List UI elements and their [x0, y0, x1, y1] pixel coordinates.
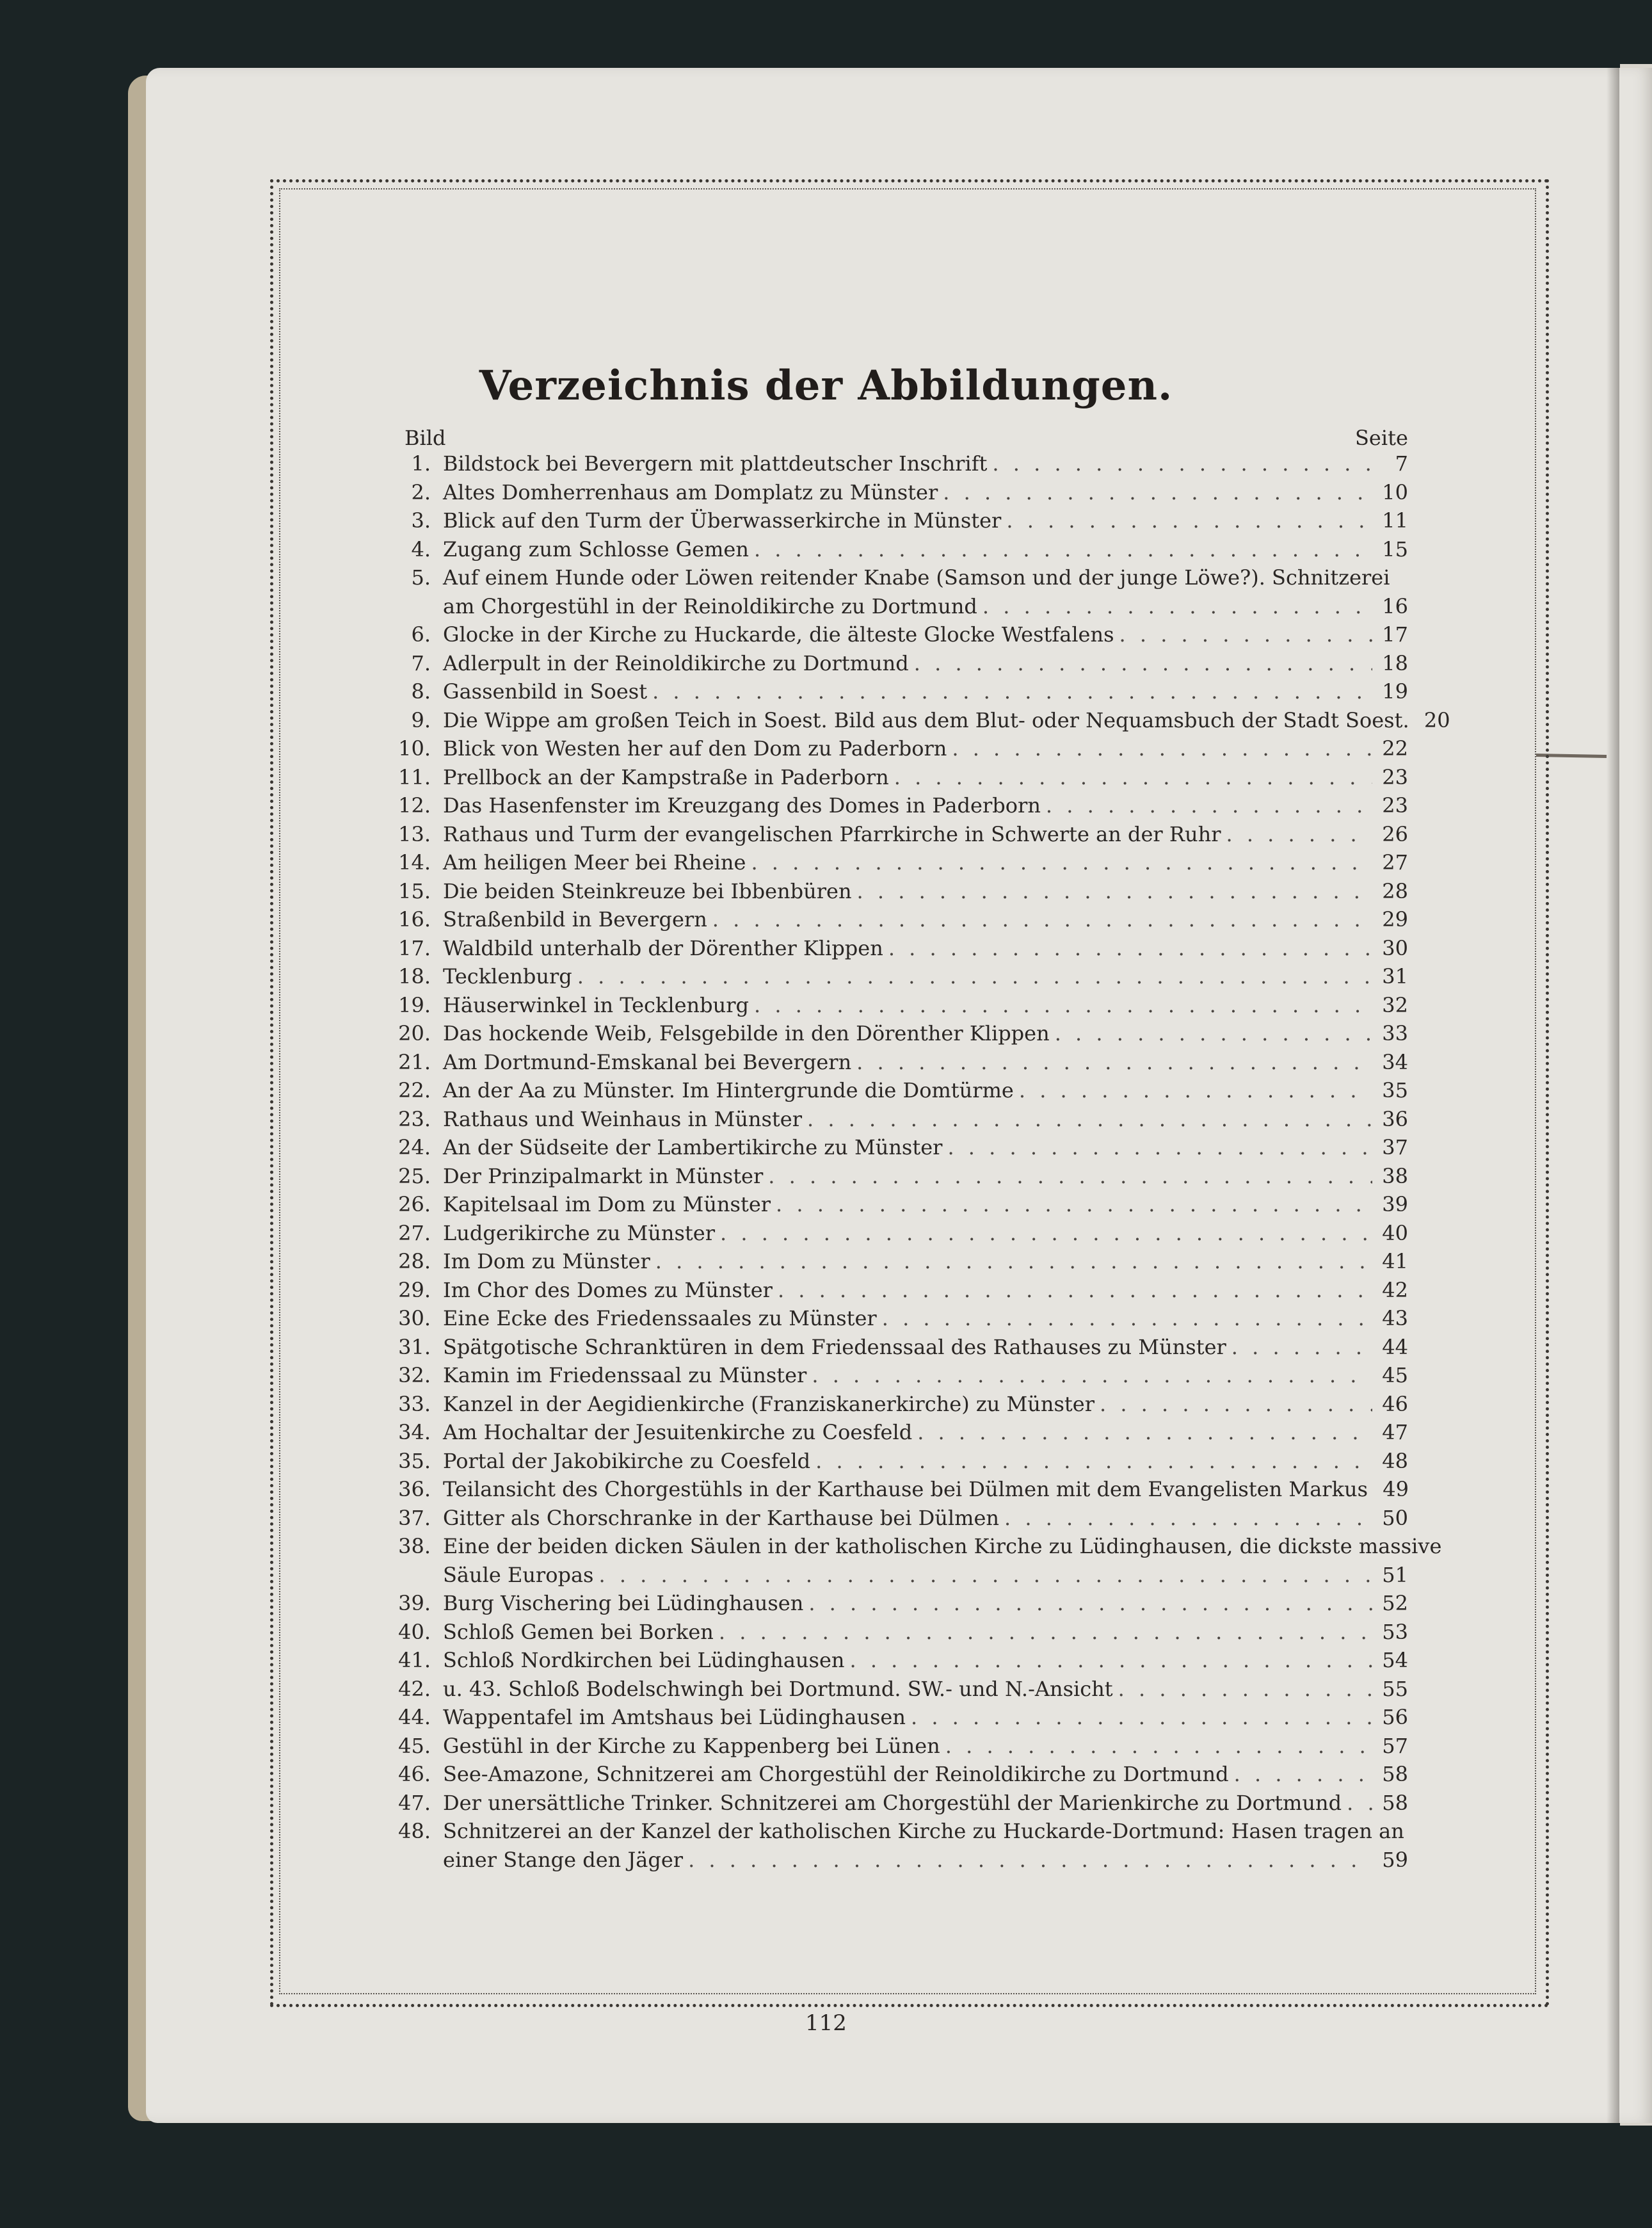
entry-number: 20.: [398, 1021, 431, 1045]
dot-leader: [751, 848, 1372, 877]
dot-leader: [917, 1418, 1372, 1447]
dot-leader: [943, 478, 1372, 507]
entry-number: 2.: [411, 480, 431, 505]
entry-number: 15.: [398, 878, 431, 903]
entry-title: Eine Ecke des Friedenssaales zu Münster: [443, 1306, 877, 1330]
toc-row: [384, 1475, 1408, 1504]
dot-leader: [992, 449, 1372, 478]
entry-page-number: 58: [1382, 1790, 1408, 1815]
dot-leader: [947, 1133, 1372, 1162]
dot-leader: [1234, 1760, 1372, 1789]
entry-title: Adlerpult in der Reinoldikirche zu Dortmund: [443, 650, 909, 675]
page-number: 112: [805, 2010, 847, 2036]
entry-title: Kamin im Friedenssaal zu Münster: [443, 1363, 807, 1387]
entry-page-number: 44: [1382, 1334, 1408, 1359]
entry-page-number: 59: [1382, 1847, 1408, 1872]
dot-leader: [1006, 506, 1372, 535]
dot-leader: [1004, 1504, 1372, 1533]
entry-title: Im Dom zu Münster: [443, 1249, 650, 1273]
dot-leader: [1019, 1076, 1372, 1105]
dot-leader: [776, 1190, 1372, 1219]
entry-title: Zugang zum Schlosse Gemen: [443, 537, 749, 561]
toc-row: [384, 649, 1408, 678]
entry-title: Kanzel in der Aegidienkirche (Franziskanerkirche) zu Münster: [443, 1391, 1095, 1416]
entry-page-number: 11: [1382, 508, 1408, 533]
entry-page-number: 42: [1382, 1277, 1408, 1302]
entry-page-number: 27: [1382, 850, 1408, 875]
dot-leader: [1347, 1789, 1372, 1818]
entry-title: Portal der Jakobikirche zu Coesfeld: [443, 1448, 811, 1473]
entry-page-number: 31: [1382, 964, 1408, 989]
entry-number: 12.: [398, 793, 431, 818]
entry-title: An der Südseite der Lambertikirche zu Münster: [443, 1135, 943, 1159]
dot-leader: [849, 1646, 1372, 1675]
toc-row: [384, 820, 1408, 849]
toc-row: [384, 1133, 1408, 1162]
entry-page-number: 40: [1382, 1220, 1408, 1245]
entry-number: 32.: [398, 1363, 431, 1387]
entry-title: Teilansicht des Chorgestühls in der Karthause bei Dülmen mit dem Evangelisten Markus: [443, 1477, 1368, 1501]
dot-leader: [888, 934, 1372, 963]
entry-title: Glocke in der Kirche zu Huckarde, die älteste Glocke Westfalens: [443, 622, 1114, 647]
toc-row: [384, 1076, 1408, 1105]
entry-title: Bildstock bei Bevergern mit plattdeutscher Inschrift: [443, 451, 988, 476]
entry-number: 21.: [398, 1049, 431, 1074]
toc-row: [384, 1789, 1408, 1818]
toc-row: [384, 1846, 1408, 1875]
entry-number: 16.: [398, 907, 431, 932]
toc-row: [384, 1760, 1408, 1789]
toc-row: [384, 592, 1408, 621]
dot-leader: [857, 877, 1372, 906]
entry-title: Säule Europas: [443, 1562, 594, 1587]
dot-leader: [577, 962, 1372, 991]
entry-title: Die Wippe am großen Teich in Soest. Bild aus dem Blut- oder Nequamsbuch der Stadt Soest.: [443, 707, 1409, 732]
entry-number: 26.: [398, 1192, 431, 1216]
entry-title: Wappentafel im Amtshaus bei Lüdinghausen: [443, 1705, 906, 1729]
toc-row: [384, 1447, 1408, 1476]
toc-row: [384, 1732, 1408, 1761]
entry-page-number: 56: [1382, 1705, 1408, 1729]
entry-title: Tecklenburg: [443, 964, 572, 989]
entry-page-number: 47: [1382, 1420, 1408, 1444]
toc-row: [384, 1646, 1408, 1675]
entry-page-number: 29: [1382, 907, 1408, 932]
entry-number: 27.: [398, 1220, 431, 1245]
toc-row: [384, 1361, 1408, 1390]
dot-leader: [952, 734, 1372, 763]
toc-row: [384, 1019, 1408, 1048]
toc-row: [384, 962, 1408, 991]
entry-title: Gestühl in der Kirche zu Kappenberg bei Lünen: [443, 1733, 940, 1758]
entry-number: 17.: [398, 935, 431, 960]
entry-page-number: 22: [1382, 736, 1408, 761]
dot-leader: [945, 1732, 1372, 1761]
toc-row: [384, 1589, 1408, 1618]
entry-number: 19.: [398, 992, 431, 1017]
entry-number: 25.: [398, 1163, 431, 1188]
toc-row: [384, 1162, 1408, 1191]
dot-leader: [778, 1276, 1372, 1305]
entry-title: am Chorgestühl in der Reinoldikirche zu Dortmund: [443, 593, 977, 618]
entry-page-number: 53: [1382, 1619, 1408, 1644]
entry-title: Die beiden Steinkreuze bei Ibbenbüren: [443, 878, 852, 903]
dot-leader: [894, 763, 1372, 792]
entry-number: 24.: [398, 1135, 431, 1159]
entry-page-number: 46: [1382, 1391, 1408, 1416]
toc-row: [384, 1304, 1408, 1333]
entry-title: Ludgerikirche zu Münster: [443, 1220, 715, 1245]
toc-row: [384, 1561, 1408, 1590]
entry-number: 38.: [398, 1534, 431, 1558]
dot-leader: [1226, 820, 1372, 849]
entry-title: Am heiligen Meer bei Rheine: [443, 850, 746, 875]
entry-title: Das Hasenfenster im Kreuzgang des Domes in Paderborn: [443, 793, 1041, 818]
entry-number: 14.: [398, 850, 431, 875]
entry-page-number: 35: [1382, 1078, 1408, 1102]
dot-leader: [768, 1162, 1372, 1191]
entry-number: 33.: [398, 1391, 431, 1416]
entry-title: See-Amazone, Schnitzerei am Chorgestühl der Reinoldikirche zu Dortmund: [443, 1762, 1229, 1786]
dot-leader: [807, 1105, 1372, 1134]
entry-page-number: 43: [1382, 1306, 1408, 1330]
toc-row: [384, 734, 1408, 763]
entry-page-number: 16: [1382, 593, 1408, 618]
toc-row: [384, 677, 1408, 706]
entry-page-number: 18: [1382, 650, 1408, 675]
entry-page-number: 15: [1382, 537, 1408, 561]
toc-row: [384, 620, 1408, 649]
entry-page-number: 32: [1382, 992, 1408, 1017]
entry-title: Häuserwinkel in Tecklenburg: [443, 992, 749, 1017]
entry-number: 29.: [398, 1277, 431, 1302]
dot-leader: [719, 1618, 1372, 1647]
toc-row: [384, 1675, 1408, 1704]
toc-row: [384, 934, 1408, 963]
entry-title: Kapitelsaal im Dom zu Münster: [443, 1192, 771, 1216]
toc-row: [384, 449, 1408, 478]
entry-number: 31.: [398, 1334, 431, 1359]
entry-title: u. 43. Schloß Bodelschwingh bei Dortmund. SW.- und N.-Ansicht: [443, 1676, 1113, 1701]
entry-page-number: 33: [1382, 1021, 1408, 1045]
entry-title: Burg Vischering bei Lüdinghausen: [443, 1591, 804, 1615]
entry-number: 45.: [398, 1733, 431, 1758]
entry-number: 7.: [411, 650, 431, 675]
dot-leader: [914, 649, 1372, 678]
toc-row: [384, 1276, 1408, 1305]
toc-row: [384, 1048, 1408, 1077]
column-label-bild: Bild: [405, 426, 446, 450]
entry-title: Im Chor des Domes zu Münster: [443, 1277, 773, 1302]
dot-leader: [688, 1846, 1372, 1875]
toc-row: [384, 1247, 1408, 1276]
entry-number: 1.: [411, 451, 431, 476]
entry-page-number: 48: [1382, 1448, 1408, 1473]
entry-title: Waldbild unterhalb der Dörenther Klippen: [443, 935, 883, 960]
dot-leader: [911, 1703, 1372, 1732]
dot-leader: [815, 1447, 1372, 1476]
entry-number: 48.: [398, 1819, 431, 1843]
toc-row: [384, 1504, 1408, 1533]
entry-page-number: 41: [1382, 1249, 1408, 1273]
entry-page-number: 50: [1382, 1505, 1408, 1530]
entry-page-number: 34: [1382, 1049, 1408, 1074]
entry-title: Prellbock an der Kampstraße in Paderborn: [443, 764, 889, 789]
entry-number: 5.: [411, 565, 431, 590]
dot-leader: [712, 905, 1372, 934]
entry-page-number: 45: [1382, 1363, 1408, 1387]
dot-leader: [812, 1361, 1372, 1390]
entry-title: Am Hochaltar der Jesuitenkirche zu Coesfeld: [443, 1420, 913, 1444]
toc-row: [384, 1390, 1408, 1419]
entry-number: 11.: [398, 764, 431, 789]
dot-leader: [1231, 1333, 1372, 1362]
toc-row: [384, 877, 1408, 906]
dot-leader: [1119, 620, 1372, 649]
entry-title: Schnitzerei an der Kanzel der katholischen Kirche zu Huckarde-Dortmund: Hasen tragen an: [443, 1819, 1404, 1843]
dot-leader: [808, 1589, 1372, 1618]
dot-leader: [982, 592, 1372, 621]
entry-page-number: 57: [1382, 1733, 1408, 1758]
dot-leader: [754, 991, 1372, 1020]
entry-page-number: 38: [1382, 1163, 1408, 1188]
entry-number: 4.: [411, 537, 431, 561]
entry-title: Blick auf den Turm der Überwasserkirche in Münster: [443, 508, 1002, 533]
entry-page-number: 52: [1382, 1591, 1408, 1615]
dot-leader: [1046, 791, 1372, 820]
entry-number: 35.: [398, 1448, 431, 1473]
entry-title: Rathaus und Turm der evangelischen Pfarrkirche in Schwerte an der Ruhr: [443, 821, 1221, 846]
toc-row: [384, 478, 1408, 507]
toc-row: [384, 1703, 1408, 1732]
entry-title: Am Dortmund-Emskanal bei Bevergern: [443, 1049, 852, 1074]
toc-row: [384, 535, 1408, 564]
entry-number: 6.: [411, 622, 431, 647]
page-title: Verzeichnis der Abbildungen.: [479, 362, 1173, 410]
dot-leader: [1055, 1019, 1372, 1048]
entry-page-number: 39: [1382, 1192, 1408, 1216]
toc-row: [384, 905, 1408, 934]
entry-number: 37.: [398, 1505, 431, 1530]
entry-title: Spätgotische Schranktüren in dem Friedenssaal des Rathauses zu Münster: [443, 1334, 1226, 1359]
entry-title: Altes Domherrenhaus am Domplatz zu Münster: [443, 480, 938, 505]
toc-row: [384, 1532, 1442, 1561]
entry-number: 44.: [398, 1705, 431, 1729]
toc-row: [384, 1105, 1408, 1134]
entry-title: Rathaus und Weinhaus in Münster: [443, 1106, 802, 1131]
entry-number: 9.: [411, 707, 431, 732]
entry-page-number: 49: [1383, 1477, 1409, 1501]
entry-page-number: 36: [1382, 1106, 1408, 1131]
entry-title: Eine der beiden dicken Säulen in der katholischen Kirche zu Lüdinghausen, die dickste massive: [443, 1534, 1442, 1558]
dot-leader: [720, 1219, 1372, 1248]
toc-row: [384, 706, 1450, 735]
dot-leader: [1100, 1390, 1372, 1419]
entry-page-number: 17: [1382, 622, 1408, 647]
entry-number: 39.: [398, 1591, 431, 1615]
entry-number: 10.: [398, 736, 431, 761]
toc-row: [384, 506, 1408, 535]
entry-page-number: 30: [1382, 935, 1408, 960]
entry-title: Straßenbild in Bevergern: [443, 907, 707, 932]
entry-number: 47.: [398, 1790, 431, 1815]
toc-row: [384, 848, 1408, 877]
toc-row: [384, 1418, 1408, 1447]
entry-title: Der unersättliche Trinker. Schnitzerei am Chorgestühl der Marienkirche zu Dortmund: [443, 1790, 1342, 1815]
dot-leader: [882, 1304, 1372, 1333]
toc-row: [384, 763, 1408, 792]
dot-leader: [856, 1048, 1372, 1077]
entry-page-number: 28: [1382, 878, 1408, 903]
entry-page-number: 26: [1382, 821, 1408, 846]
entry-number: 42.: [398, 1676, 431, 1701]
entry-number: 40.: [398, 1619, 431, 1644]
entry-page-number: 7: [1395, 451, 1408, 476]
entry-number: 23.: [398, 1106, 431, 1131]
entry-number: 30.: [398, 1306, 431, 1330]
entry-title: Blick von Westen her auf den Dom zu Paderborn: [443, 736, 947, 761]
entry-number: 36.: [398, 1477, 431, 1501]
dot-leader: [754, 535, 1372, 564]
column-label-seite: Seite: [1355, 426, 1408, 450]
entry-title: Auf einem Hunde oder Löwen reitender Knabe (Samson und der junge Löwe?). Schnitzerei: [443, 565, 1390, 590]
entry-page-number: 58: [1382, 1762, 1408, 1786]
entry-number: 8.: [411, 679, 431, 704]
toc-row: [384, 1817, 1408, 1846]
dot-leader: [598, 1561, 1372, 1590]
entry-title: Das hockende Weib, Felsgebilde in den Dörenther Klippen: [443, 1021, 1050, 1045]
entry-number: 41.: [398, 1648, 431, 1672]
entry-number: 28.: [398, 1249, 431, 1273]
entry-title: einer Stange den Jäger: [443, 1847, 684, 1872]
entry-number: 18.: [398, 964, 431, 989]
entry-page-number: 37: [1382, 1135, 1408, 1159]
toc-row: [384, 563, 1408, 592]
entry-page-number: 54: [1382, 1648, 1408, 1672]
entry-page-number: 23: [1382, 793, 1408, 818]
entry-number: 13.: [398, 821, 431, 846]
entry-number: 22.: [398, 1078, 431, 1102]
toc-row: [384, 1190, 1408, 1219]
dot-leader: [655, 1247, 1372, 1276]
toc-row: [384, 991, 1408, 1020]
entry-title: An der Aa zu Münster. Im Hintergrunde die Domtürme: [443, 1078, 1014, 1102]
entry-title: Schloß Nordkirchen bei Lüdinghausen: [443, 1648, 845, 1672]
entry-title: Gassenbild in Soest: [443, 679, 648, 704]
entry-number: 3.: [411, 508, 431, 533]
toc-row: [384, 791, 1408, 820]
toc-row: [384, 1618, 1408, 1647]
entry-title: Schloß Gemen bei Borken: [443, 1619, 714, 1644]
toc-row: [384, 1333, 1408, 1362]
entry-number: 34.: [398, 1420, 431, 1444]
entry-page-number: 10: [1382, 480, 1408, 505]
entry-title: Gitter als Chorschranke in der Karthause bei Dülmen: [443, 1505, 1000, 1530]
entry-page-number: 23: [1382, 764, 1408, 789]
entry-page-number: 51: [1382, 1562, 1408, 1587]
dot-leader: [1118, 1675, 1372, 1704]
entry-page-number: 20: [1423, 707, 1450, 732]
entry-number: 46.: [398, 1762, 431, 1786]
table-of-illustrations: [384, 449, 1450, 1874]
entry-page-number: 55: [1382, 1676, 1408, 1701]
entry-title: Der Prinzipalmarkt in Münster: [443, 1163, 764, 1188]
entry-page-number: 19: [1382, 679, 1408, 704]
toc-row: [384, 1219, 1408, 1248]
dot-leader: [652, 677, 1372, 706]
